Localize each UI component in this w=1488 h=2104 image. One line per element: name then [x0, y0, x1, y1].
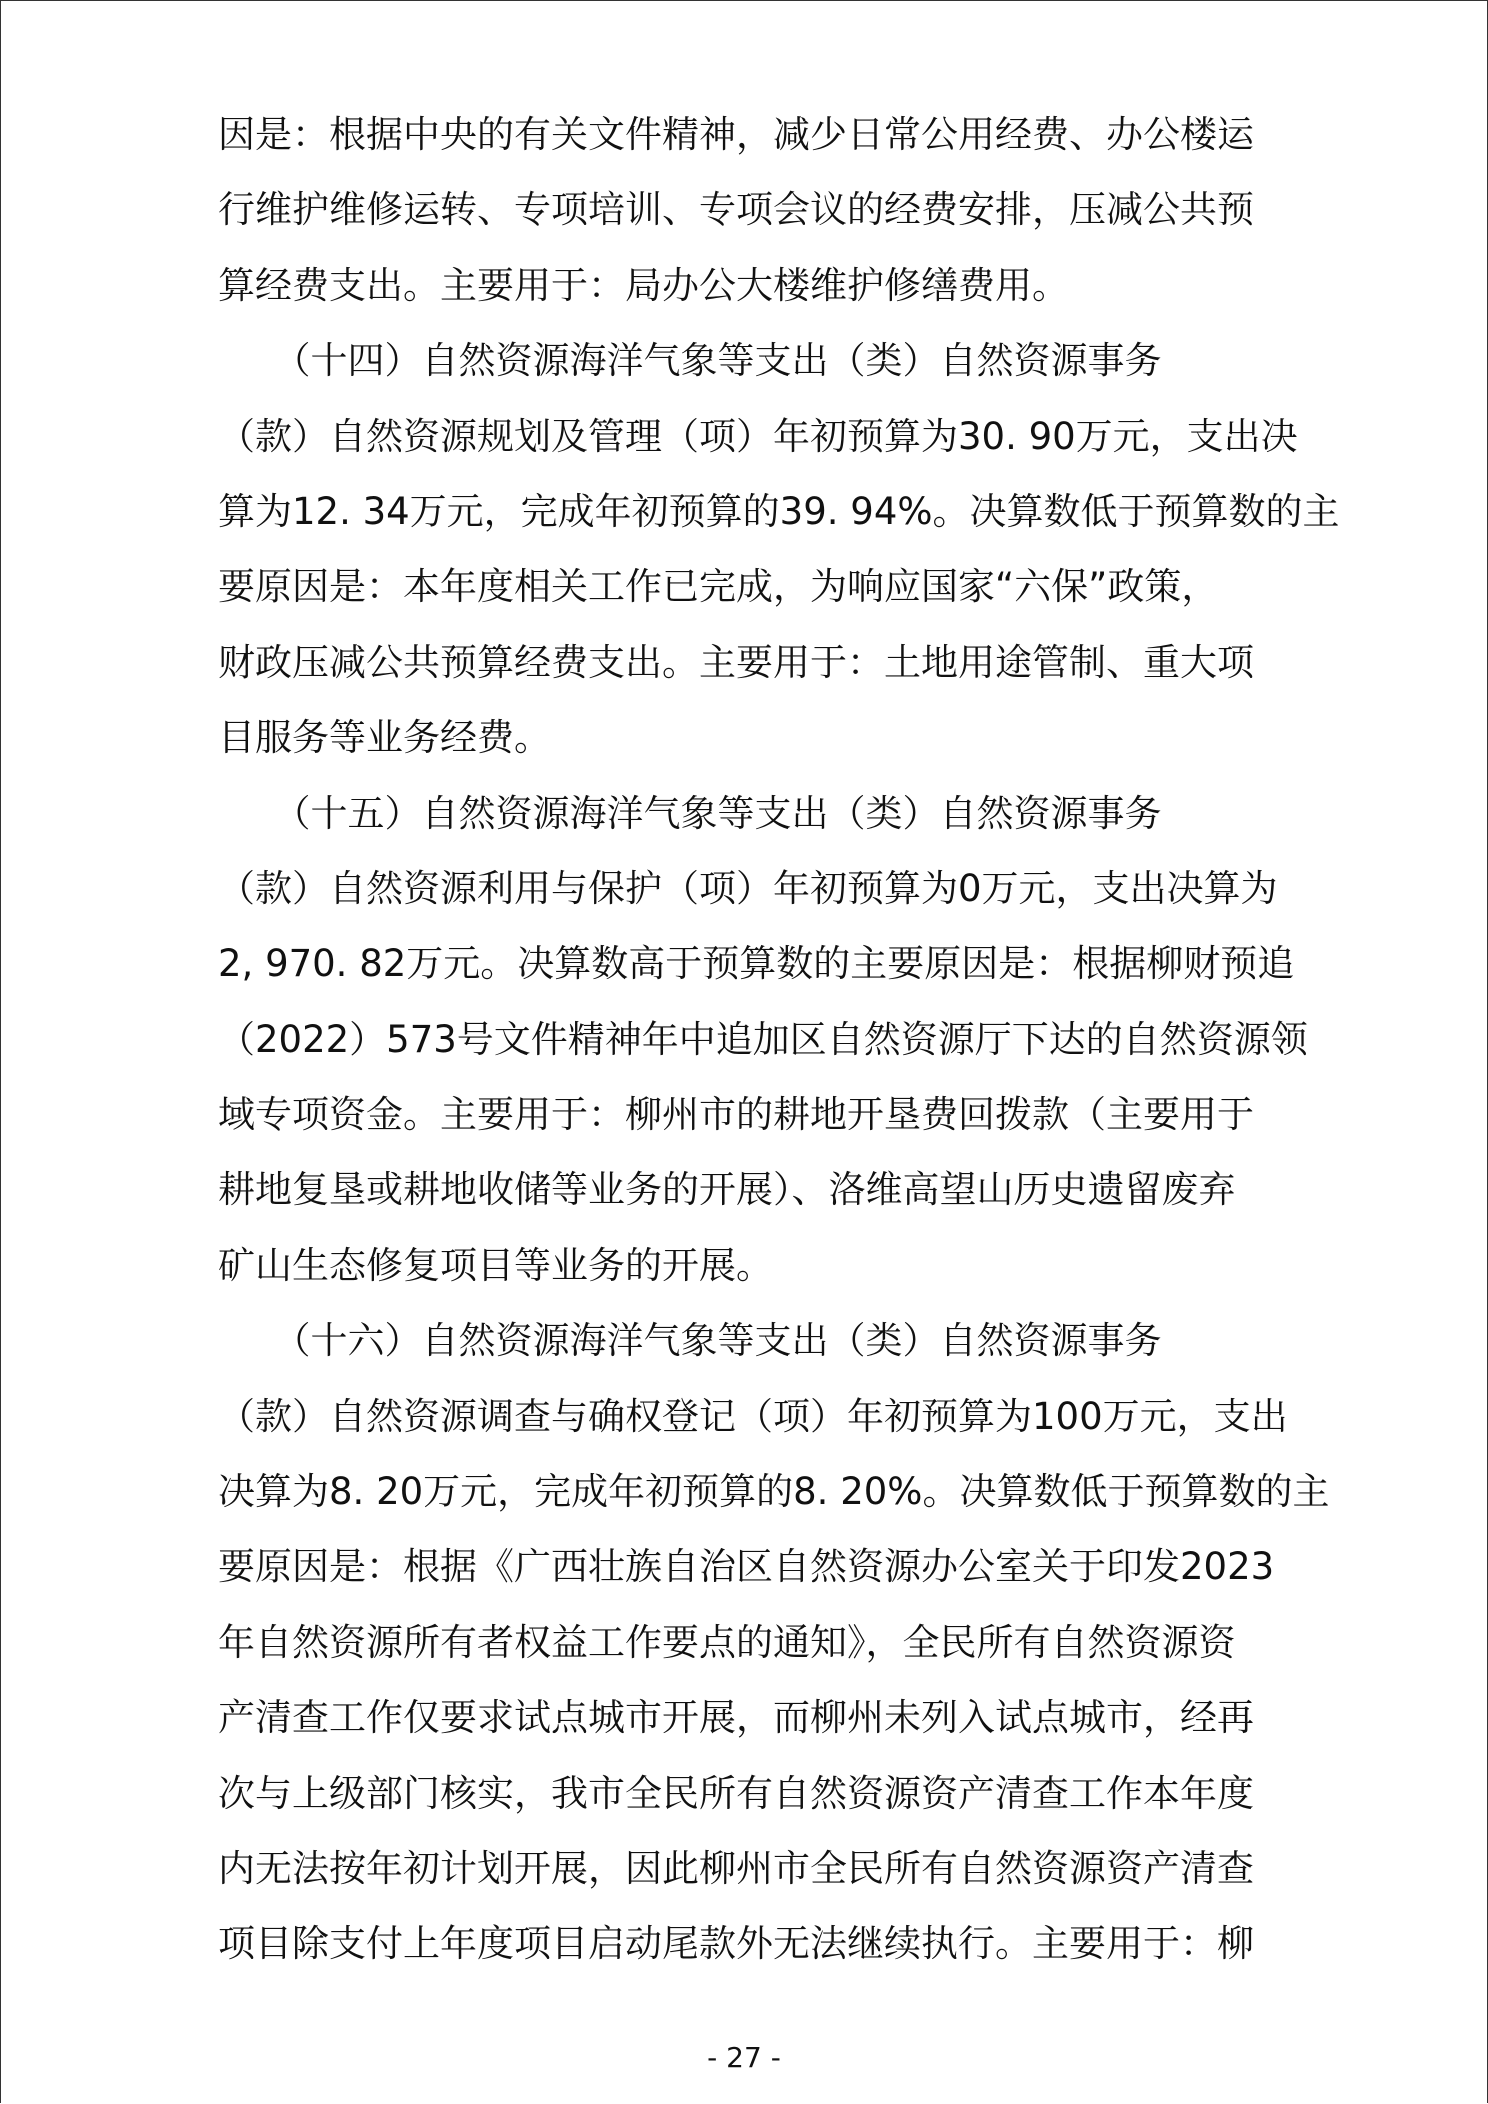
text-line-8: 财政压减公共预算经费支出。主要用于：土地用途管制、重大项 [218, 640, 1254, 684]
text-line-10: （十五）自然资源海洋气象等支出（类）自然资源事务 [218, 791, 1162, 835]
text-line-5: （款）自然资源规划及管理（项）年初预算为30. 90万元，支出决 [218, 414, 1298, 458]
text-line-7: 要原因是：本年度相关工作已完成，为响应国家“六保”政策， [218, 565, 1219, 609]
text-line-15: 耕地复垦或耕地收储等业务的开展）、洛维高望山历史遗留废弃 [218, 1168, 1236, 1212]
page-number: - 27 - [707, 2041, 781, 2074]
text-line-21: 年自然资源所有者权益工作要点的通知》，全民所有自然资源资 [218, 1620, 1236, 1664]
text-line-20: 要原因是：根据《广西壮族自治区自然资源办公室关于印发2023 [218, 1545, 1275, 1589]
document-body [218, 97, 1340, 1982]
text-line-23: 次与上级部门核实，我市全民所有自然资源资产清查工作本年度 [218, 1771, 1254, 1815]
text-line-11: （款）自然资源利用与保护（项）年初预算为0万元，支出决算为 [218, 866, 1278, 910]
text-line-25: 项目除支付上年度项目启动尾款外无法继续执行。主要用于：柳 [218, 1922, 1254, 1966]
text-line-14: 域专项资金。主要用于：柳州市的耕地开垦费回拨款（主要用于 [218, 1093, 1254, 1137]
text-line-12: 2, 970. 82万元。决算数高于预算数的主要原因是：根据柳财预追 [218, 942, 1295, 986]
text-line-16: 矿山生态修复项目等业务的开展。 [218, 1243, 773, 1287]
text-line-1: 因是：根据中央的有关文件精神，减少日常公用经费、办公楼运 [218, 113, 1254, 156]
text-line-19: 决算为8. 20万元，完成年初预算的8. 20%。决算数低于预算数的主 [218, 1470, 1330, 1514]
text-line-3: 算经费支出。主要用于：局办公大楼维护修缮费用。 [218, 263, 1069, 307]
text-line-18: （款）自然资源调查与确权登记（项）年初预算为100万元，支出 [218, 1394, 1288, 1438]
text-line-22: 产清查工作仅要求试点城市开展，而柳州未列入试点城市，经再 [218, 1696, 1254, 1740]
text-line-6: 算为12. 34万元，完成年初预算的39. 94%。决算数低于预算数的主 [218, 489, 1340, 533]
text-line-24: 内无法按年初计划开展，因此柳州市全民所有自然资源资产清查 [218, 1846, 1254, 1890]
text-line-9: 目服务等业务经费。 [218, 716, 551, 760]
text-line-13: （2022）573号文件精神年中追加区自然资源厅下达的自然资源领 [218, 1017, 1308, 1061]
text-line-17: （十六）自然资源海洋气象等支出（类）自然资源事务 [218, 1319, 1162, 1363]
text-line-4: （十四）自然资源海洋气象等支出（类）自然资源事务 [218, 339, 1162, 383]
text-line-2: 行维护维修运转、专项培训、专项会议的经费安排，压减公共预 [218, 188, 1254, 232]
